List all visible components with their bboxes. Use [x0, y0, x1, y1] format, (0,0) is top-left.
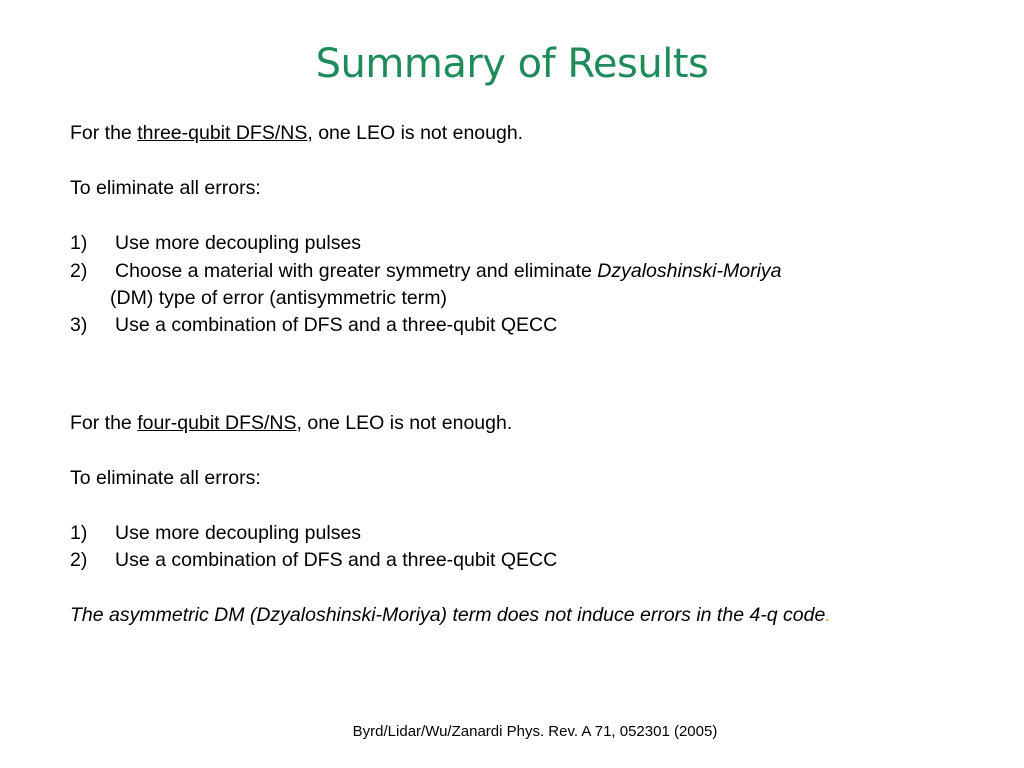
section2-item-1	[70, 521, 361, 545]
section2-intro-prefix: For the	[70, 412, 138, 434]
three-qubit-dfs-ns-text: three-qubit DFS/NS	[137, 122, 308, 144]
section1-item-2-continuation: (DM) type of error (antisymmetric term)	[110, 287, 447, 309]
section1-eliminate: To eliminate all errors:	[70, 177, 261, 199]
list-number: 1)	[70, 522, 88, 544]
list-item-text: Use more decoupling pulses	[115, 522, 362, 544]
list-item-italic-text: Dzyaloshinski-Moriya	[597, 260, 782, 282]
note-text: The asymmetric DM (Dzyaloshinski-Moriya) term does not induce errors in the 4-q code	[70, 604, 826, 626]
section1-intro-prefix: For the	[70, 122, 138, 144]
list-item-text: Use a combination of DFS and a three-qubit QECC	[115, 314, 558, 336]
citation: Byrd/Lidar/Wu/Zanardi Phys. Rev. A 71, 052301 (2005)	[352, 723, 718, 740]
list-number: 2)	[70, 549, 88, 571]
section1-item-1	[70, 231, 361, 255]
section2-intro	[70, 411, 512, 435]
section2-intro-suffix: , one LEO is not enough.	[296, 412, 513, 434]
section1-intro-suffix: , one LEO is not enough.	[307, 122, 524, 144]
section2-note	[70, 603, 831, 627]
list-item-text: Choose a material with greater symmetry and eliminate	[115, 260, 598, 282]
list-item-text: Use a combination of DFS and a three-qubit QECC	[115, 549, 558, 571]
section2-eliminate: To eliminate all errors:	[70, 467, 261, 489]
four-qubit-dfs-ns-text: four-qubit DFS/NS	[137, 412, 297, 434]
list-number: 1)	[70, 232, 88, 254]
list-number: 2)	[70, 260, 88, 282]
section1-intro	[70, 121, 523, 145]
note-dot: .	[825, 604, 831, 626]
section2-item-2	[70, 548, 557, 572]
list-number: 3)	[70, 314, 88, 336]
slide-title: Summary of Results	[315, 41, 709, 87]
section1-item-2	[70, 259, 782, 283]
list-item-text: Use more decoupling pulses	[115, 232, 362, 254]
section1-item-3	[70, 313, 557, 337]
